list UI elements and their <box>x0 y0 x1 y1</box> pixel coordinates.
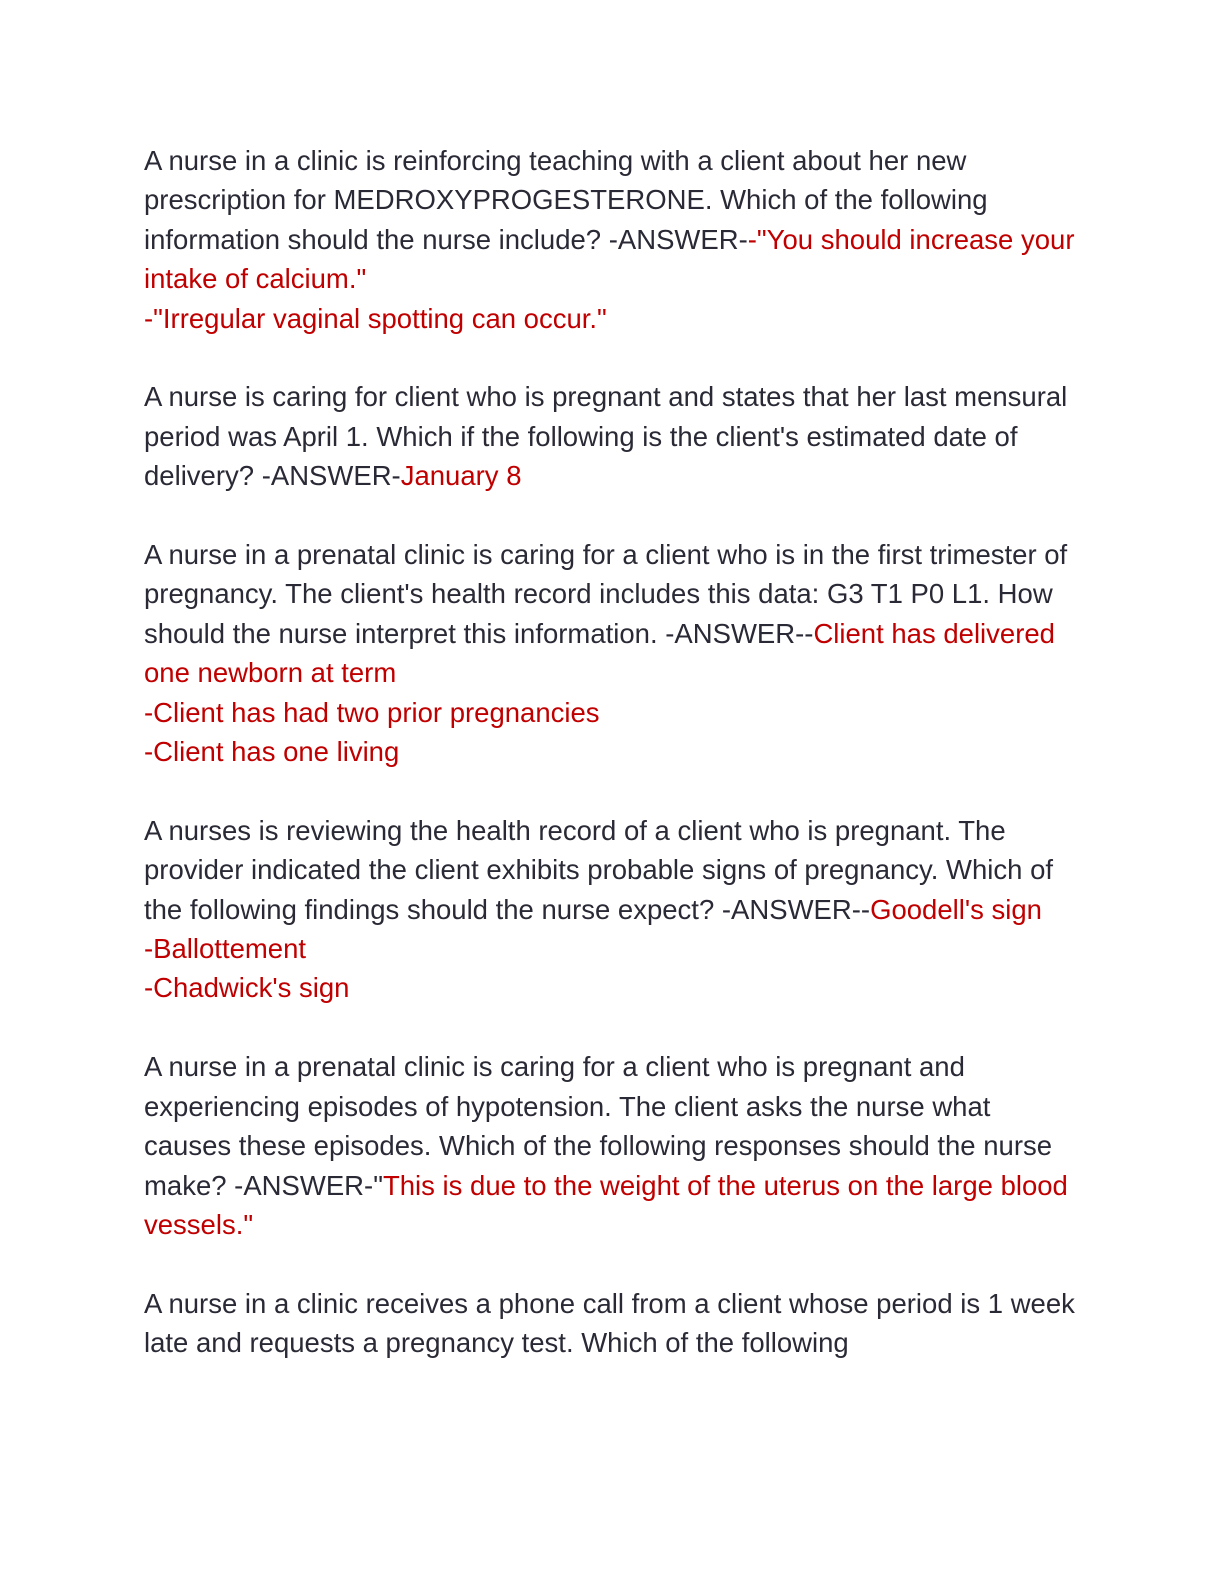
qa-item <box>144 377 1084 495</box>
qa-item <box>144 811 1084 1008</box>
question-text: A nurse in a prenatal clinic is caring for a client who is in the first trimester of pregnancy. The client's health record includes this data: G3 T1 P0 L1. How should the nurse interpret this information. -ANSWER-- <box>144 539 1068 649</box>
qa-list <box>144 141 1084 1402</box>
answer-text: Client has delivered one newborn at term -Client has had two prior pregnancies -Client has one living <box>144 617 1055 768</box>
question-text: A nurses is reviewing the health record of a client who is pregnant. The provider indicated the client exhibits probable signs of pregnancy. Which of the following findings should the nurse expect? -ANSWER-- <box>144 814 1054 925</box>
question-text: A nurse in a clinic receives a phone call from a client whose period is 1 week late and requests a pregnancy test. Which of the following <box>144 1287 1075 1359</box>
qa-item <box>144 1284 1084 1363</box>
answer-text: Goodell's sign -Ballottement -Chadwick's sign <box>144 893 1042 1004</box>
answer-text: January 8 <box>400 460 522 492</box>
question-text: A nurse is caring for client who is pregnant and states that her last mensural period was April 1. Which if the following is the client's estimated date of delivery? -ANSWER- <box>144 381 1068 492</box>
answer-text: -"You should increase your intake of calcium." -"Irregular vaginal spotting can occur." <box>144 223 1075 334</box>
qa-item <box>144 535 1084 771</box>
question-text: A nurse in a clinic is reinforcing teaching with a client about her new prescription for MEDROXYPROGESTERONE. Which of the following information should the nurse include? -ANSWER- <box>144 145 988 255</box>
qa-item <box>144 141 1084 338</box>
answer-text: This is due to the weight of the uterus on the large blood vessels." <box>144 1169 1068 1240</box>
qa-item <box>144 1047 1084 1244</box>
question-text: A nurse in a prenatal clinic is caring for a client who is pregnant and experiencing episodes of hypotension. The client asks the nurse what causes these episodes. Which of the following responses should the nurse make? -ANSWER-" <box>144 1051 1053 1201</box>
